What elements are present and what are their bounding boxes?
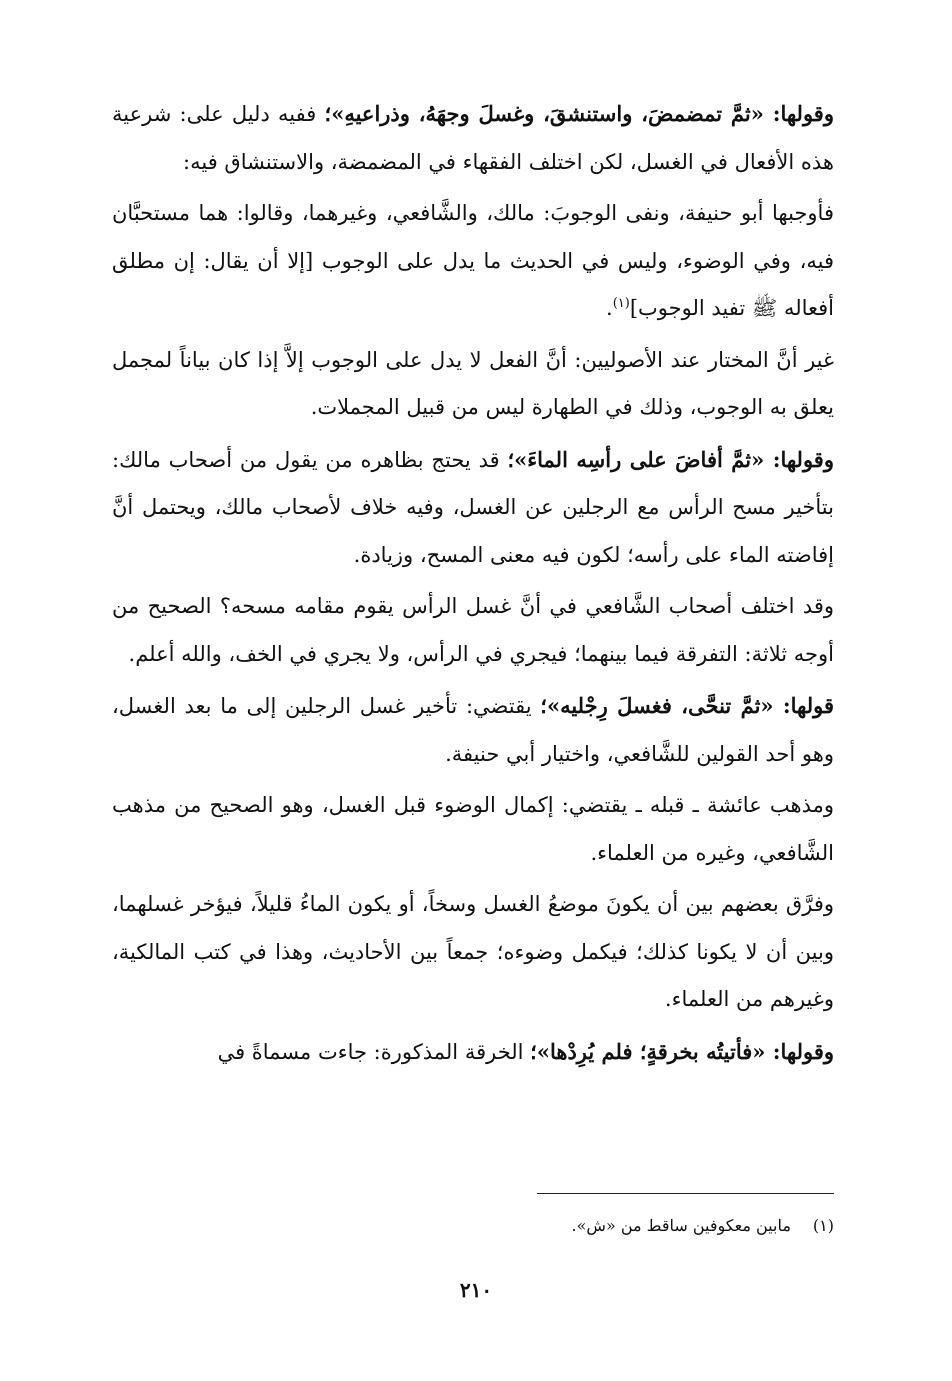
paragraph-7	[112, 782, 834, 877]
paragraph-1	[112, 90, 834, 186]
paragraph-9	[112, 1028, 834, 1077]
footnote	[300, 1212, 834, 1240]
paragraph-6	[112, 682, 834, 778]
paragraph-text: وقد اختلف أصحاب الشَّافعي في أنَّ غسل الرأس يقوم مقامه مسحه؟ الصحيح من أوجه ثلاثة: التفرقة فيما بينهما؛ فيجري في الرأس، ولا يجري في الخف، والله أعلم.	[112, 594, 834, 666]
footnote-number: (١)	[812, 1216, 834, 1235]
paragraph-tail: .	[606, 296, 613, 320]
footnote-text: مابين معكوفين ساقط من «ش».	[571, 1216, 791, 1235]
paragraph-text: فأوجبها أبو حنيفة، ونفى الوجوبَ: مالك، والشَّافعي، وغيرهما، وقالوا: هما مستحبَّان فيه، وفي الوضوء، وليس في الحديث ما يدل على الوجوب [إلا أن يقال: إن مطلق أفعاله ﷺ تفيد الوجوب]	[112, 201, 834, 320]
page-body	[112, 90, 834, 1080]
quoted-hadith-phrase: قولها: «ثمَّ تنحَّى، فغسلَ رِجْليه»؛	[540, 693, 834, 718]
paragraph-text: قد يحتج بظاهره من يقول من أصحاب مالك: بتأخير مسح الرأس مع الرجلين عن الغسل، وفيه خلاف لأصحاب مالك، ويحتمل أنَّ إفاضته الماء على رأسه؛ لكون فيه معنى المسح، وزيادة.	[112, 447, 834, 567]
paragraph-text: يقتضي: تأخير غسل الرجلين إلى ما بعد الغسل، وهو أحد القولين للشَّافعي، واختيار أبي حنيفة.	[112, 694, 834, 766]
paragraph-text: وفرَّق بعضهم بين أن يكونَ موضعُ الغسل وسخاً، أو يكون الماءُ قليلاً، فيؤخر غسلهما، وبين أن لا يكونا كذلك؛ فيكمل وضوءه؛ جمعاً بين الأحاديث، وهذا في كتب المالكية، وغيرهم من العلماء.	[112, 892, 834, 1011]
paragraph-text: غير أنَّ المختار عند الأصوليين: أنَّ الفعل لا يدل على الوجوب إلاَّ إذا كان بياناً لمجمل يعلق به الوجوب، وذلك في الطهارة ليس من قبيل المجملات.	[112, 347, 834, 419]
paragraph-8	[112, 881, 834, 1024]
quoted-hadith-phrase: وقولها: «ثمَّ تمضمضَ، واستنشقَ، وغسلَ وجهَهُ، وذراعيهِ»؛	[324, 101, 834, 126]
quoted-hadith-phrase: وقولها: «فأتيتُه بخرقةٍ؛ فلم يُرِدْها»؛	[530, 1038, 834, 1064]
paragraph-2	[112, 190, 834, 333]
page-number: ٢١٠	[459, 1278, 493, 1302]
paragraph-text: الخرقة المذكورة: جاءت مسماةً في	[217, 1039, 531, 1064]
footnote-reference: (١)	[612, 296, 630, 311]
paragraph-5	[112, 583, 834, 678]
paragraph-4	[112, 436, 834, 580]
footnote-separator	[537, 1193, 834, 1194]
paragraph-text: ففيه دليل على: شرعية هذه الأفعال في الغسل، لكن اختلف الفقهاء في المضمضة، والاستنشاق فيه:	[112, 102, 834, 174]
paragraph-3	[112, 337, 834, 432]
quoted-hadith-phrase: وقولها: «ثمَّ أفاضَ على رأسِه الماءَ»؛	[507, 446, 834, 472]
paragraph-text: ومذهب عائشة ـ قبله ـ يقتضي: إكمال الوضوء قبل الغسل، وهو الصحيح من مذهب الشَّافعي، وغيره من العلماء.	[112, 793, 834, 865]
